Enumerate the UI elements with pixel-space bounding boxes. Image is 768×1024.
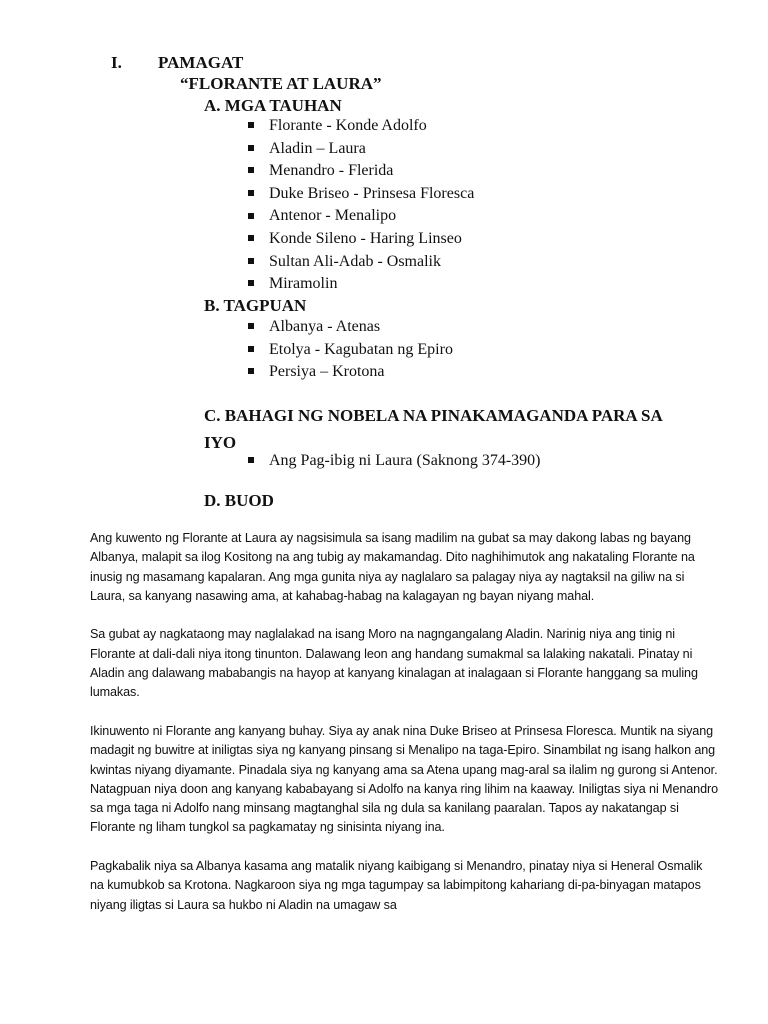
list-item-text: Ang Pag-ibig ni Laura (Saknong 374-390): [269, 452, 541, 469]
bullet-square-icon: [248, 122, 254, 128]
list-item: [248, 273, 474, 296]
section-tagpuan-heading: B. TAGPUAN: [204, 296, 307, 315]
bullet-square-icon: [248, 457, 254, 463]
heading-label: PAMAGAT: [158, 53, 244, 72]
summary-paragraph: Sa gubat ay nagkataong may naglalakad na isang Moro na nagngangalang Aladin. Narinig niya ang tinig ni Florante at dali-dali niya itong tinunton. Dalawang leon ang handang sumakmal sa lalaking nakatali. Pinatay ni Aladin ang dalawang mababangis na hayop at kanyang kinalagan at inalagaan si Florante hanggang sa muling lumakas.: [90, 627, 698, 700]
list-item: [248, 450, 541, 473]
bullet-square-icon: [248, 190, 254, 196]
tagpuan-list: [248, 316, 453, 384]
list-item: [248, 183, 474, 206]
list-item: [248, 115, 474, 138]
bullet-square-icon: [248, 346, 254, 352]
bullet-square-icon: [248, 235, 254, 241]
list-item-text: Duke Briseo - Prinsesa Floresca: [269, 184, 475, 202]
document-title: “FLORANTE AT LAURA”: [180, 74, 382, 93]
list-item-text: Miramolin: [269, 275, 338, 293]
list-item-text: Aladin – Laura: [269, 139, 366, 157]
bullet-square-icon: [248, 280, 254, 286]
list-item: [248, 205, 474, 228]
bullet-square-icon: [248, 213, 254, 219]
bullet-square-icon: [248, 368, 254, 374]
section-buod-heading: D. BUOD: [204, 491, 274, 510]
summary-paragraph: Ikinuwento ni Florante ang kanyang buhay. Siya ay anak nina Duke Briseo at Prinsesa Floresca. Muntik na siyang madagit ng buwitre at iniligtas siya ng kanyang pinsang si Menalipo na taga-Epiro. Sinambilat ng isang halkon ang kwintas niyang diyamante. Pinadala siya ng kanyang ama sa Atena upang mag-aral sa ilalim ng gurong si Antenor. Natagpuan niya doon ang kanyang kababayang si Adolfo na kanya ring lihim na kaaway. Iniligtas siya ni Menandro sa mga taga ni Adolfo nang minsang magtanghal sila ng dula sa kanilang paaralan. Tapos ay nakatangap si Florante ng liham tungkol sa pagkamatay ng sinisinta niyang ina.: [90, 723, 718, 835]
bullet-square-icon: [248, 323, 254, 329]
list-item-text: Persiya – Krotona: [269, 363, 385, 381]
heading-numeral: I.: [111, 53, 122, 72]
list-item-text: Etolya - Kagubatan ng Epiro: [269, 340, 453, 358]
bullet-square-icon: [248, 167, 254, 173]
list-item-text: Antenor - Menalipo: [269, 207, 397, 225]
list-item: [248, 138, 474, 161]
list-item: [248, 316, 453, 339]
bullet-square-icon: [248, 145, 254, 151]
list-item: [248, 160, 474, 183]
tauhan-list: [248, 115, 474, 296]
list-item-text: Albanya - Atenas: [269, 318, 381, 335]
list-item-text: Menandro - Flerida: [269, 162, 394, 180]
bullet-square-icon: [248, 258, 254, 264]
summary-body: [90, 529, 718, 934]
section-heading: [111, 53, 243, 73]
section-tauhan-heading: A. MGA TAUHAN: [204, 96, 342, 115]
list-item: [248, 228, 474, 251]
list-item: [248, 361, 453, 384]
list-item-text: Konde Sileno - Haring Linseo: [269, 229, 462, 247]
list-item-text: Florante - Konde Adolfo: [269, 117, 427, 134]
list-item: [248, 251, 474, 274]
list-item: [248, 339, 453, 362]
list-item-text: Sultan Ali-Adab - Osmalik: [269, 252, 441, 270]
summary-paragraph: Pagkabalik niya sa Albanya kasama ang matalik niyang kaibigang si Menandro, pinatay niya si Heneral Osmalik na kumubkob sa Krotona. Nagkaroon siya ng mga tagumpay sa labimpitong kahariang di-pa-binyagan matapos niyang iligtas si Laura sa hukbo ni Aladin na umagaw sa: [90, 859, 703, 912]
summary-paragraph: Ang kuwento ng Florante at Laura ay nagsisimula sa isang madilim na gubat sa may dakong labas ng bayang Albanya, malapit sa ilog Kositong na ang tubig ay makamandag. Dito naghihimutok ang nakataling Florante na inusig ng masamang kapalaran. Ang mga gunita niya ay naglalaro sa palagay niya ay nagtaksil na giliw na si Laura, sa kanyang nasawing ama, at kahabag-habag na kalagayan ng bayan niyang mahal.: [90, 531, 695, 603]
bahagi-list: [248, 450, 541, 473]
section-bahagi-heading: C. BAHAGI NG NOBELA NA PINAKAMAGANDA PARA SA IYO: [204, 406, 662, 452]
